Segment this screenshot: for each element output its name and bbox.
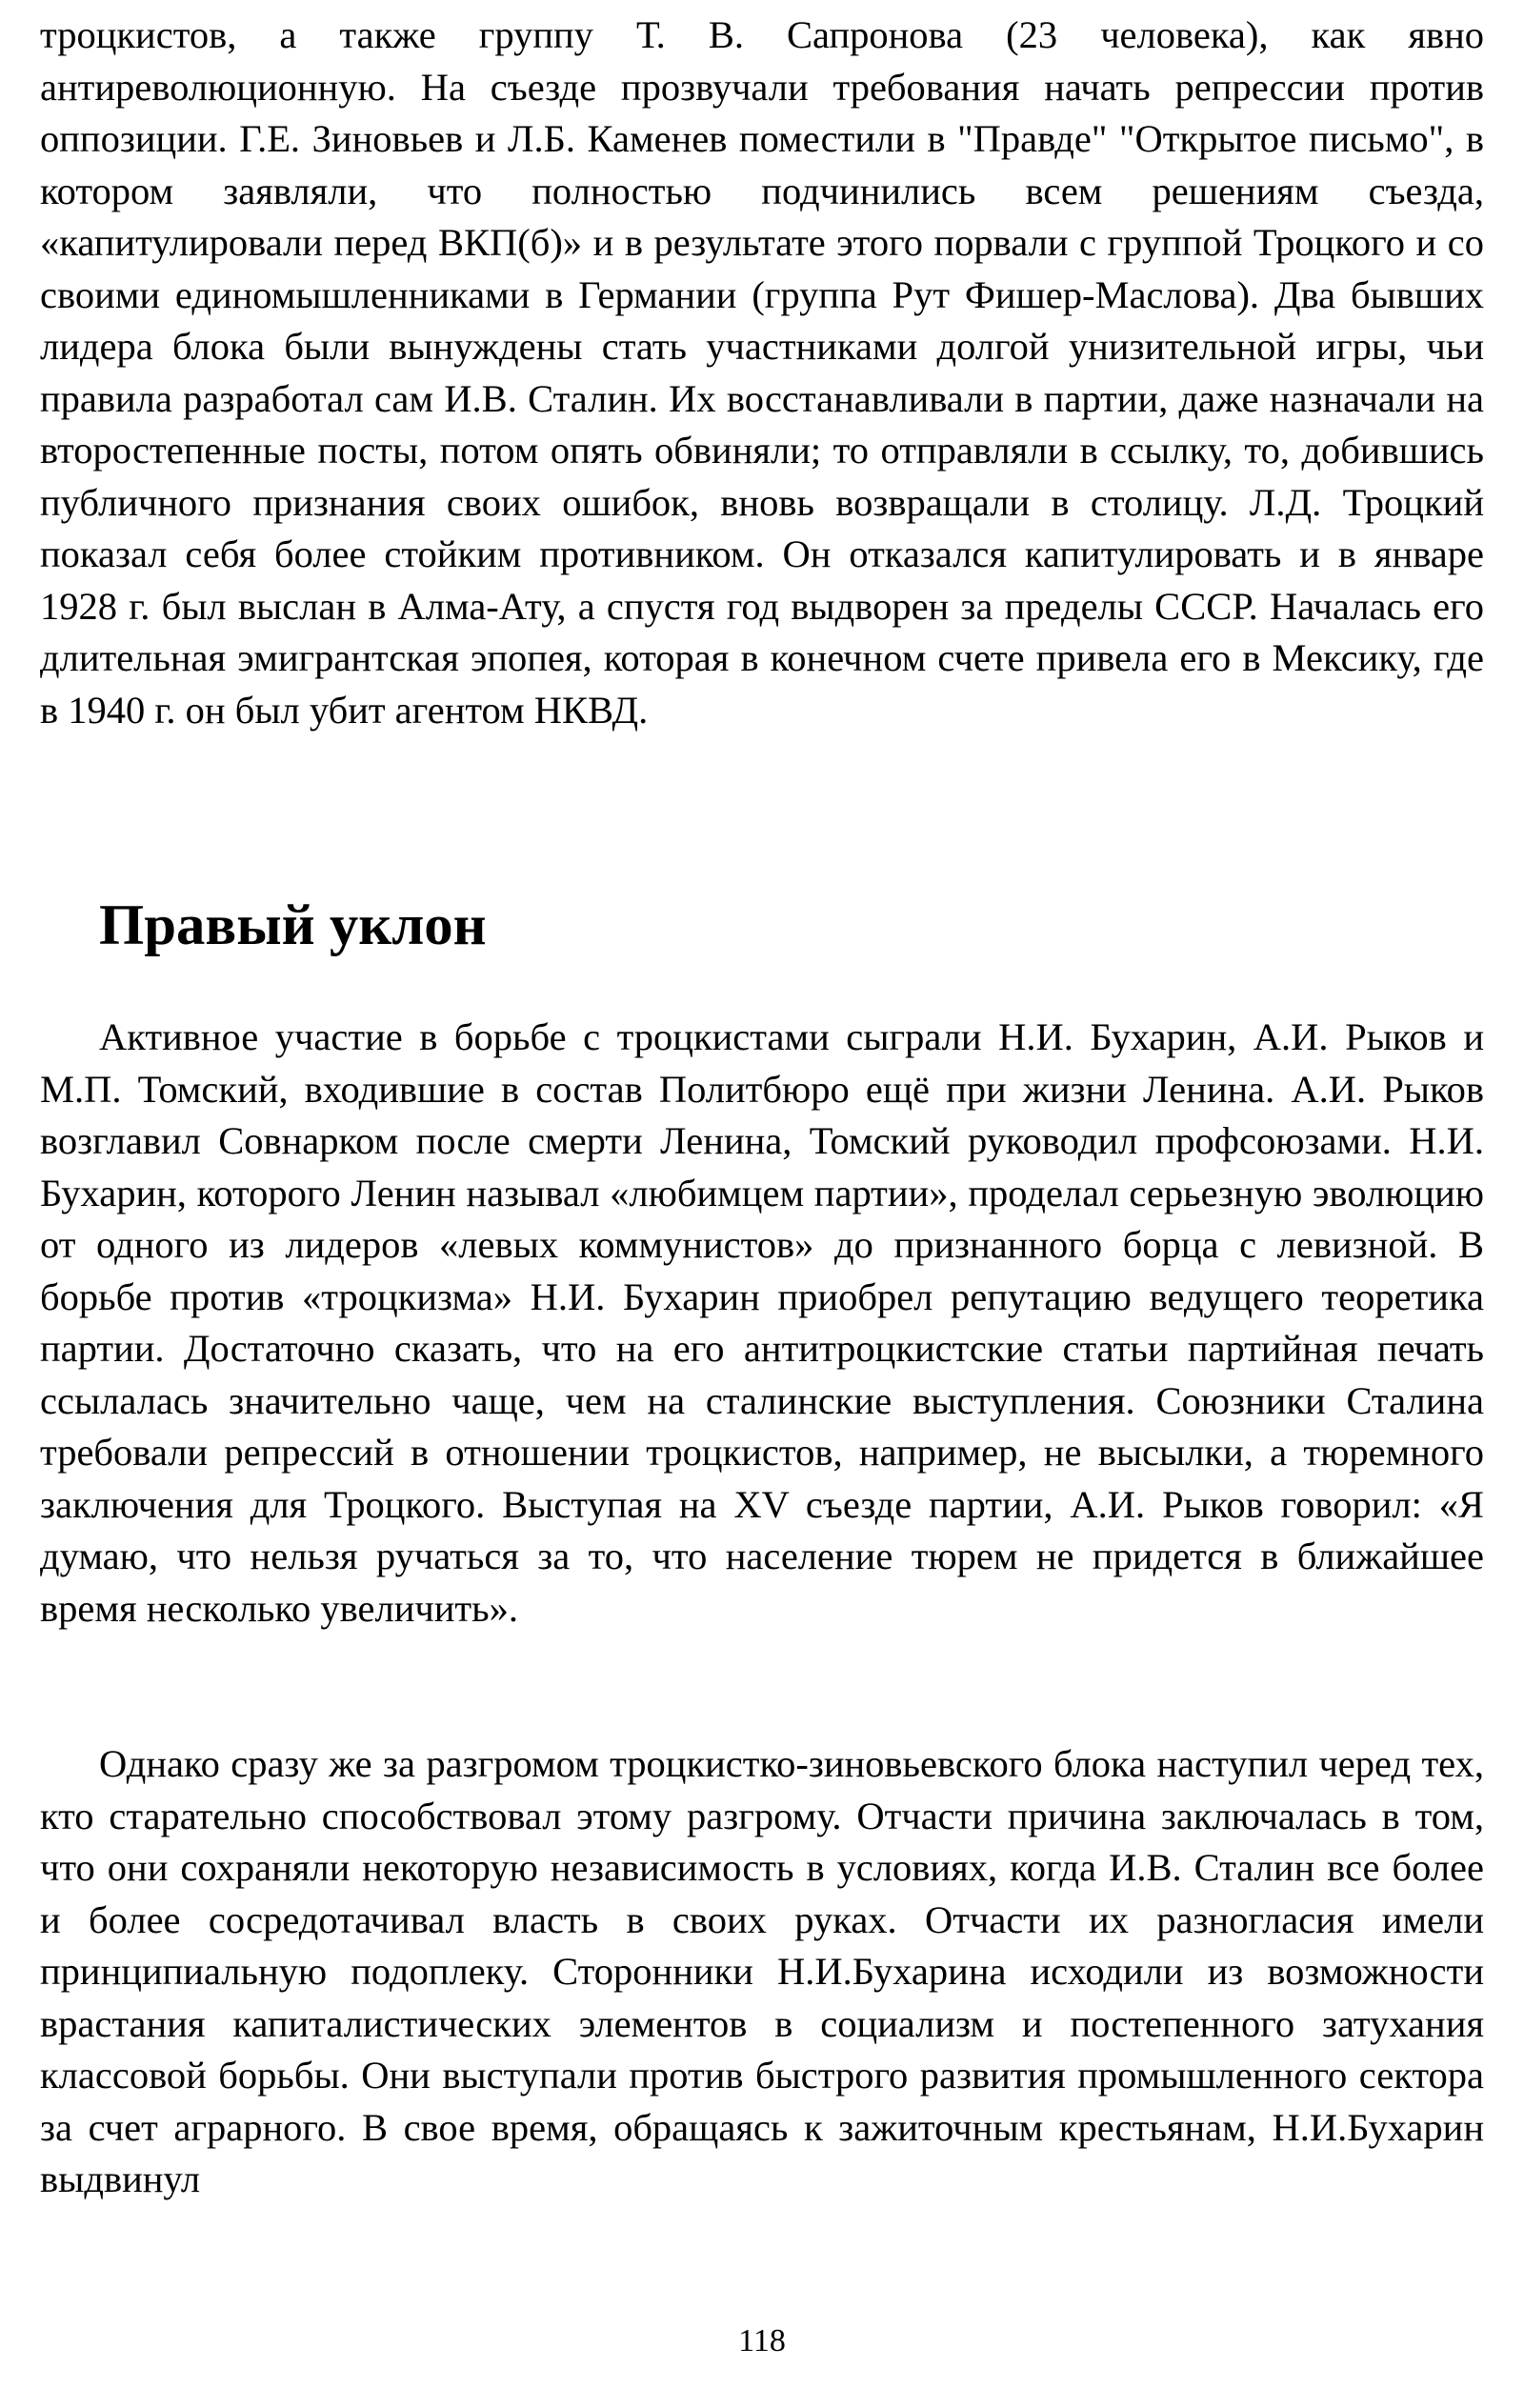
- paragraph: Однако сразу же за разгромом троцкистко-зиновьевского блока наступил черед тех, кто старательно способствовал этому разгрому. Отчасти причина заключалась в том, что они сохраняли некоторую независимость в условиях, когда И.В. Сталин все более и более сосредотачивал власть в своих руках. Отчасти их разногласия имели принципиальную подоплеку. Сторонники Н.И.Бухарина исходили из возможности врастания капиталистических элементов в социализм и постепенного затухания классовой борьбы. Они выступали против быстрого развития промышленного сектора за счет аграрного. В свое время, обращаясь к зажиточным крестьянам, Н.И.Бухарин выдвинул: [40, 1742, 1484, 2200]
- page-number: 118: [738, 2323, 786, 2358]
- blank-line: [40, 952, 1484, 1012]
- paragraph: Активное участие в борьбе с троцкистами сыграли Н.И. Бухарин, А.И. Рыков и М.П. Томский, входившие в состав Политбюро ещё при жизни Ленина. А.И. Рыков возглавил Совнарком после смерти Ленина, Томский руководил профсоюзами. Н.И. Бухарин, которого Ленин называл «любимцем партии», проделал серьезную эволюцию от одного из лидеров «левых коммунистов» до признанного борца с левизной. В борьбе против «троцкизма» Н.И. Бухарин приобрел репутацию ведущего теоретика партии. Достаточно сказать, что на его антитроцкистские статьи партийная печать ссылалась значительно чаще, чем на сталинские выступления. Союзники Сталина требовали репрессий в отношении троцкистов, например, не высылки, а тюремного заключения для Троцкого. Выступая на XV съезде партии, А.И. Рыков говорил: «Я думаю, что нельзя ручаться за то, что население тюрем не придется в ближайшее время несколько увеличить».: [40, 1015, 1484, 1630]
- document-page: [40, 10, 1484, 2391]
- paragraph: троцкистов, а также группу Т. В. Сапронова (23 человека), как явно антиреволюционную. На съезде прозвучали требования начать репрессии против оппозиции. Г.Е. Зиновьев и Л.Б. Каменев поместили в "Правде" "Открытое письмо", в котором заявляли, что полностью подчинились всем решениям съезда, «капитулировали перед ВКП(б)» и в результате этого порвали с группой Троцкого и со своими единомышленниками в Германии (группа Рут Фишер-Маслова). Два бывших лидера блока были вынуждены стать участниками долгой унизительной игры, чьи правила разработал сам И.В. Сталин. Их восстанавливали в партии, даже назначали на второстепенные посты, потом опять обвиняли; то отправляли в ссылку, то, добившись публичного признания своих ошибок, вновь возвращали в столицу. Л.Д. Троцкий показал себя более стойким противником. Он отказался капитулировать и в январе 1928 г. был выслан в Алма-Ату, а спустя год выдворен за пределы СССР. Началась его длительная эмигрантская эпопея, которая в конечном счете привела его в Мексику, где в 1940 г. он был убит агентом НКВД.: [40, 13, 1484, 732]
- blank-line: [40, 840, 1484, 900]
- section-heading: Правый уклон: [99, 893, 487, 957]
